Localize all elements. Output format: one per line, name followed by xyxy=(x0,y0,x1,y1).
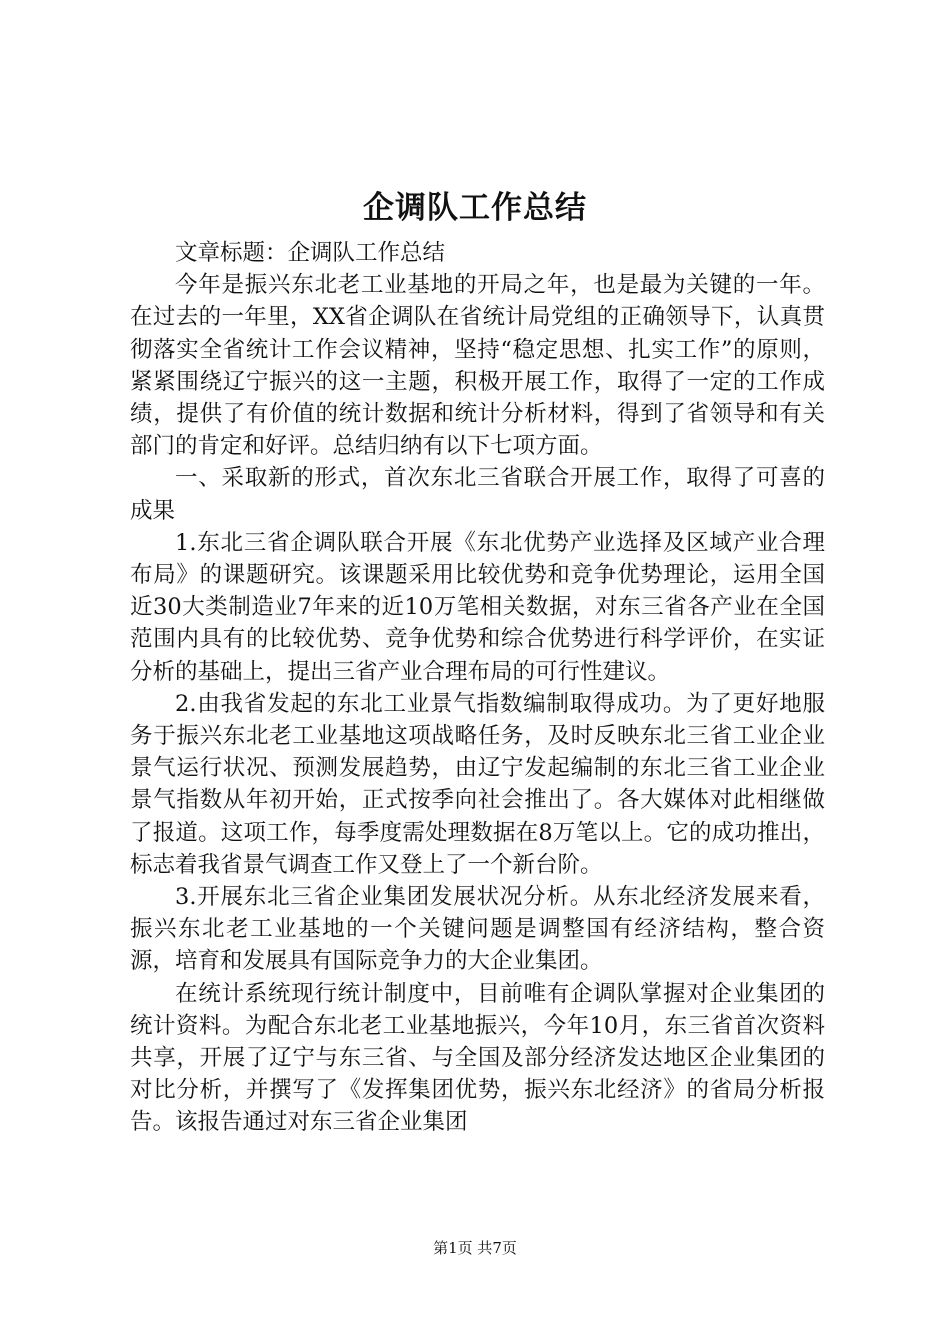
paragraph-item-1: 1.东北三省企调队联合开展《东北优势产业选择及区域产业合理布局》的课题研究。该课题采用比较优势和竞争优势理论，运用全国近30大类制造业7年来的近10万笔相关数据，对东三省各产业在全国范围内具有的比较优势、竞争优势和综合优势进行科学评价，在实证分析的基础上，提出三省产业合理布局的可行性建议。 xyxy=(130,529,825,685)
paragraph-item-2: 2.由我省发起的东北工业景气指数编制取得成功。为了更好地服务于振兴东北老工业基地这项战略任务，及时反映东北三省工业企业景气运行状况、预测发展趋势，由辽宁发起编制的东北三省工业企业景气指数从年初开始，正式按季向社会推出了。各大媒体对此相继做了报道。这项工作，每季度需处理数据在8万笔以上。它的成功推出，标志着我省景气调查工作又登上了一个新台阶。 xyxy=(130,690,825,878)
paragraph-item-3-continued: 在统计系统现行统计制度中，目前唯有企调队掌握对企业集团的统计资料。为配合东北老工业基地振兴，今年10月，东三省首次资料共享，开展了辽宁与东三省、与全国及部分经济发达地区企业集团的对比分析，并撰写了《发挥集团优势，振兴东北经济》的省局分析报告。该报告通过对东三省企业集团 xyxy=(130,980,825,1136)
paragraph-intro: 今年是振兴东北老工业基地的开局之年，也是最为关键的一年。在过去的一年里，XX省企调队在省统计局党组的正确领导下，认真贯彻落实全省统计工作会议精神，坚持“稳定思想、扎实工作”的原则，紧紧围绕辽宁振兴的这一主题，积极开展工作，取得了一定的工作成绩，提供了有价值的统计数据和统计分析材料，得到了省领导和有关部门的肯定和好评。总结归纳有以下七项方面。 xyxy=(130,272,825,460)
page-number-footer: 第1页 共7页 xyxy=(433,1239,517,1257)
paragraph-article-title: 文章标题：企调队工作总结 xyxy=(175,240,446,266)
document-title: 企调队工作总结 xyxy=(363,190,587,226)
document-body xyxy=(130,237,825,1139)
section-heading-1: 一、采取新的形式，首次东北三省联合开展工作，取得了可喜的成果 xyxy=(130,465,825,524)
paragraph-item-3: 3.开展东北三省企业集团发展状况分析。从东北经济发展来看，振兴东北老工业基地的一个关键问题是调整国有经济结构，整合资源，培育和发展具有国际竞争力的大企业集团。 xyxy=(130,884,825,975)
